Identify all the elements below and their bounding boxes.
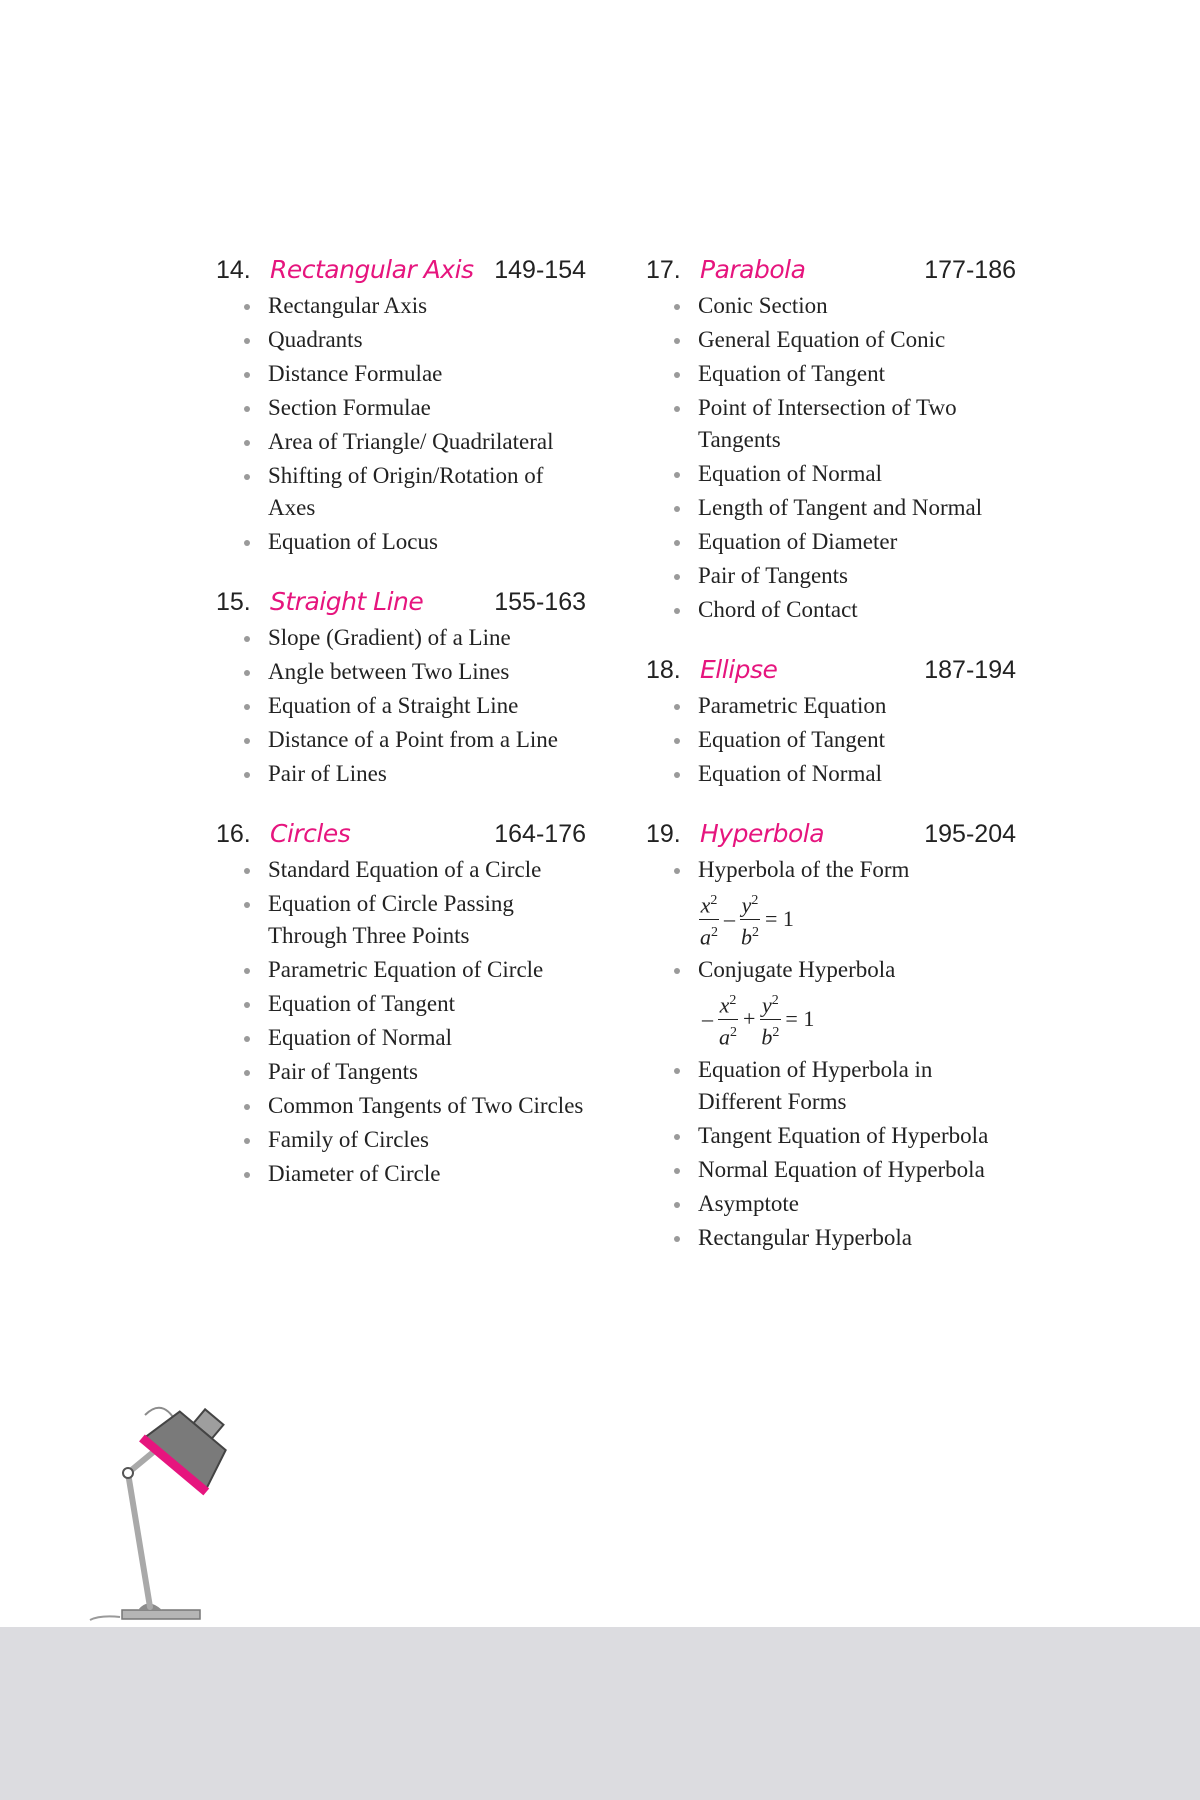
- topic-item: Pair of Tangents: [698, 560, 1016, 592]
- topic-item: Tangent Equation of Hyperbola: [698, 1120, 1016, 1152]
- bullet-icon: [674, 1068, 680, 1074]
- section-heading: [646, 814, 1016, 854]
- toc-section-16: [216, 814, 586, 1190]
- topic-item: Equation of Circle Passing Through Three Points: [268, 888, 586, 952]
- topic-item: Shifting of Origin/Rotation of Axes: [268, 460, 586, 524]
- bullet-icon: [244, 1036, 250, 1042]
- topic-item: Equation of Tangent: [268, 988, 586, 1020]
- bullet-icon: [244, 1070, 250, 1076]
- topic-item: Quadrants: [268, 324, 586, 356]
- section-title[interactable]: Rectangular Axis: [270, 255, 474, 284]
- section-pages: 187-194: [924, 656, 1016, 684]
- section-pages: 177-186: [924, 256, 1016, 284]
- toc-section-14: [216, 250, 586, 558]
- section-number: 15.: [216, 588, 251, 616]
- topic-item: Equation of Normal: [698, 458, 1016, 490]
- topic-item: Hyperbola of the Form: [698, 854, 1016, 886]
- section-number: 14.: [216, 256, 251, 284]
- bullet-icon: [244, 1002, 250, 1008]
- minus-sign: –: [702, 1006, 713, 1031]
- toc-section-15: [216, 582, 586, 790]
- topic-item: Normal Equation of Hyperbola: [698, 1154, 1016, 1186]
- section-heading: [646, 250, 1016, 290]
- topic-item: Family of Circles: [268, 1124, 586, 1156]
- topic-item: Section Formulae: [268, 392, 586, 424]
- topic-item: Length of Tangent and Normal: [698, 492, 1016, 524]
- topic-item: Parametric Equation: [698, 690, 1016, 722]
- topic-item: Point of Intersection of Two Tangents: [698, 392, 1016, 456]
- section-title[interactable]: Parabola: [700, 255, 806, 284]
- bullet-icon: [674, 506, 680, 512]
- toc-section-18: [646, 650, 1016, 790]
- topic-item: General Equation of Conic: [698, 324, 1016, 356]
- topic-item: Distance of a Point from a Line: [268, 724, 586, 756]
- bullet-icon: [244, 772, 250, 778]
- bullet-icon: [244, 304, 250, 310]
- topic-item: Equation of Hyperbola in Different Forms: [698, 1054, 1016, 1118]
- bullet-icon: [674, 608, 680, 614]
- toc-right-column: [646, 250, 1016, 1278]
- section-heading: [216, 250, 586, 290]
- footer-band: [0, 1627, 1200, 1800]
- topic-list: [646, 290, 1016, 626]
- topic-item: Area of Triangle/ Quadrilateral: [268, 426, 586, 458]
- bullet-icon: [674, 968, 680, 974]
- bullet-icon: [244, 440, 250, 446]
- topic-item: Chord of Contact: [698, 594, 1016, 626]
- bullet-icon: [244, 902, 250, 908]
- equals-one: = 1: [785, 1006, 815, 1031]
- topic-item: Conjugate Hyperbola: [698, 954, 1016, 986]
- section-number: 16.: [216, 820, 251, 848]
- plus-sign: +: [743, 1006, 756, 1031]
- topic-item: Equation of a Straight Line: [268, 690, 586, 722]
- topic-item: Common Tangents of Two Circles: [268, 1090, 586, 1122]
- toc-section-19: [646, 814, 1016, 1254]
- section-number: 19.: [646, 820, 681, 848]
- bullet-icon: [244, 1172, 250, 1178]
- topic-list: [216, 854, 586, 1190]
- topic-item: Pair of Tangents: [268, 1056, 586, 1088]
- bullet-icon: [674, 304, 680, 310]
- topic-item: Standard Equation of a Circle: [268, 854, 586, 886]
- hyperbola-formula: [698, 888, 1016, 950]
- topic-list: [646, 690, 1016, 790]
- bullet-icon: [674, 338, 680, 344]
- bullet-icon: [674, 540, 680, 546]
- section-title[interactable]: Straight Line: [270, 587, 424, 616]
- bullet-icon: [674, 1168, 680, 1174]
- fraction-y-over-b: $\frac{y^2}{b^2}$: [739, 888, 761, 950]
- topic-item: Slope (Gradient) of a Line: [268, 622, 586, 654]
- bullet-icon: [674, 1134, 680, 1140]
- bullet-icon: [674, 868, 680, 874]
- topic-item: Equation of Diameter: [698, 526, 1016, 558]
- section-pages: 164-176: [494, 820, 586, 848]
- section-pages: 155-163: [494, 588, 586, 616]
- section-pages: 195-204: [924, 820, 1016, 848]
- topic-item: Conic Section: [698, 290, 1016, 322]
- section-heading: [646, 650, 1016, 690]
- bullet-icon: [244, 474, 250, 480]
- bullet-icon: [244, 1104, 250, 1110]
- bullet-icon: [674, 406, 680, 412]
- topic-item: Equation of Locus: [268, 526, 586, 558]
- fraction-x-over-a: $\frac{x^2}{a^2}$: [717, 988, 739, 1050]
- topic-item: Equation of Normal: [268, 1022, 586, 1054]
- topic-item: Rectangular Axis: [268, 290, 586, 322]
- bullet-icon: [674, 704, 680, 710]
- bullet-icon: [674, 738, 680, 744]
- fraction-x-over-a: $\frac{x^2}{a^2}$: [698, 888, 720, 950]
- conjugate-hyperbola-formula: [698, 988, 1016, 1050]
- bullet-icon: [674, 1202, 680, 1208]
- bullet-icon: [674, 472, 680, 478]
- section-number: 17.: [646, 256, 681, 284]
- bullet-icon: [244, 1138, 250, 1144]
- minus-sign: –: [724, 906, 735, 931]
- bullet-icon: [674, 772, 680, 778]
- bullet-icon: [244, 670, 250, 676]
- topic-item: Parametric Equation of Circle: [268, 954, 586, 986]
- section-title[interactable]: Ellipse: [700, 655, 778, 684]
- topic-item: Angle between Two Lines: [268, 656, 586, 688]
- topic-list: [216, 622, 586, 790]
- bullet-icon: [674, 1236, 680, 1242]
- topic-item: Equation of Normal: [698, 758, 1016, 790]
- topic-item: Equation of Tangent: [698, 358, 1016, 390]
- section-heading: [216, 582, 586, 622]
- desk-lamp-icon: [80, 1385, 280, 1625]
- bullet-icon: [674, 574, 680, 580]
- section-number: 18.: [646, 656, 681, 684]
- topic-item: Rectangular Hyperbola: [698, 1222, 1016, 1254]
- topic-item: Asymptote: [698, 1188, 1016, 1220]
- topic-item: Pair of Lines: [268, 758, 586, 790]
- bullet-icon: [244, 968, 250, 974]
- topic-item: Diameter of Circle: [268, 1158, 586, 1190]
- bullet-icon: [244, 636, 250, 642]
- topic-list: [216, 290, 586, 558]
- bullet-icon: [244, 704, 250, 710]
- toc-left-column: [216, 250, 586, 1214]
- topic-item: Equation of Tangent: [698, 724, 1016, 756]
- bullet-icon: [244, 540, 250, 546]
- bullet-icon: [244, 738, 250, 744]
- bullet-icon: [244, 868, 250, 874]
- bullet-icon: [244, 372, 250, 378]
- section-heading: [216, 814, 586, 854]
- toc-section-17: [646, 250, 1016, 626]
- section-title[interactable]: Circles: [270, 819, 351, 848]
- bullet-icon: [244, 338, 250, 344]
- section-pages: 149-154: [494, 256, 586, 284]
- topic-item: Distance Formulae: [268, 358, 586, 390]
- bullet-icon: [674, 372, 680, 378]
- section-title[interactable]: Hyperbola: [700, 819, 825, 848]
- bullet-icon: [244, 406, 250, 412]
- equals-one: = 1: [765, 906, 794, 931]
- fraction-y-over-b: $\frac{y^2}{b^2}$: [759, 988, 781, 1050]
- topic-list: [646, 854, 1016, 1254]
